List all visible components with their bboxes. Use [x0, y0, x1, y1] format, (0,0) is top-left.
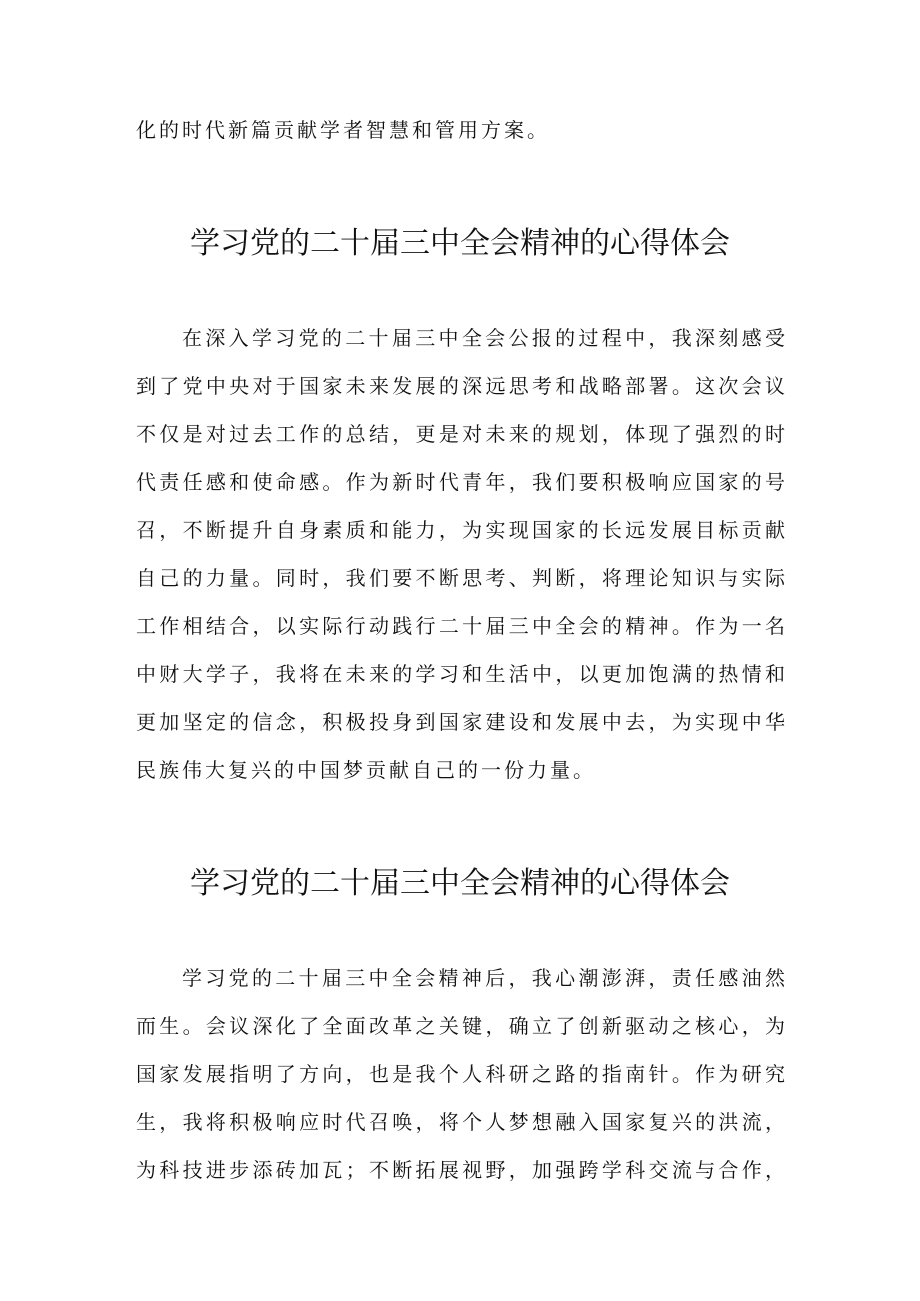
section-2-title: 学习党的二十届三中全会精神的心得体会 — [190, 866, 730, 901]
paragraph-line: 而生。会议深化了全面改革之关键，确立了创新驱动之核心，为 — [136, 1014, 788, 1038]
paragraph-line: 中财大学子，我将在未来的学习和生活中，以更加饱满的热情和 — [136, 662, 788, 686]
paragraph-line: 民族伟大复兴的中国梦贡献自己的一份力量。 — [136, 758, 596, 782]
paragraph-line: 到了党中央对于国家未来发展的深远思考和战略部署。这次会议 — [136, 374, 788, 398]
paragraph-line: 代责任感和使命感。作为新时代青年，我们要积极响应国家的号 — [136, 470, 788, 494]
paragraph-line: 国家发展指明了方向，也是我个人科研之路的指南针。作为研究 — [136, 1062, 788, 1086]
paragraph-line: 生，我将积极响应时代召唤，将个人梦想融入国家复兴的洪流， — [136, 1110, 788, 1134]
paragraph-line: 更加坚定的信念，积极投身到国家建设和发展中去，为实现中华 — [136, 710, 788, 734]
paragraph-line: 不仅是对过去工作的总结，更是对未来的规划，体现了强烈的时 — [136, 422, 788, 446]
paragraph-line: 召，不断提升自身素质和能力，为实现国家的长远发展目标贡献 — [136, 518, 788, 542]
paragraph-line: 为科技进步添砖加瓦；不断拓展视野，加强跨学科交流与合作， — [136, 1158, 788, 1182]
paragraph-line: 自己的力量。同时，我们要不断思考、判断，将理论知识与实际 — [136, 566, 788, 590]
paragraph-line: 在深入学习党的二十届三中全会公报的过程中，我深刻感受 — [182, 326, 788, 350]
section-1-title: 学习党的二十届三中全会精神的心得体会 — [190, 226, 730, 261]
paragraph-line: 学习党的二十届三中全会精神后，我心潮澎湃，责任感油然 — [182, 966, 788, 990]
paragraph-line: 工作相结合，以实际行动践行二十届三中全会的精神。作为一名 — [136, 614, 788, 638]
intro-line: 化的时代新篇贡献学者智慧和管用方案。 — [136, 118, 550, 142]
